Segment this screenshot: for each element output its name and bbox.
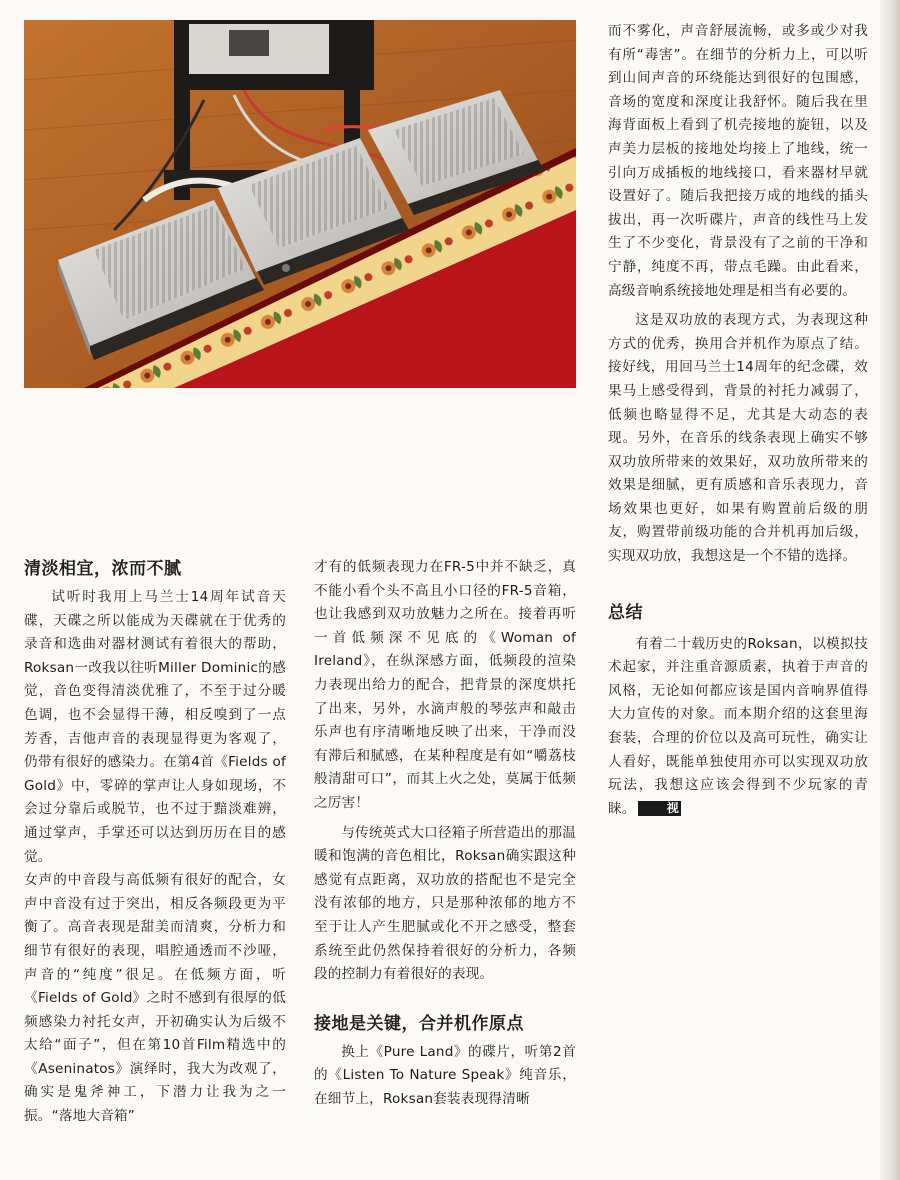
end-mark-logo: 视 <box>638 801 681 816</box>
paragraph: 试听时我用上马兰士14周年试音天碟，天碟之所以能成为天碟就在于优秀的录音和选曲对器材测试有着很大的帮助，Roksan一改我以往听Miller Dominic的感觉，音色变得清淡优雅了，不至于过分暖色调，也不会显得干薄，相反嗅到了一点芳香，吉他声音的表现显得更为客观了，仍带有很好的感染力。在第4首《Fields of Gold》中，零碎的掌声让人身如现场，不会过分靠后或脱节，也不过于黯淡难辨，通过掌声，手掌还可以达到历历在目的感觉。 <box>24 589 286 865</box>
paragraph: 这是双功放的表现方式，为表现这种方式的优秀，换用合并机作为原点了结。接好线，用回马兰士14周年的纪念碟，效果马上感受得到，背景的衬托力减弱了，低频也略显得不足，尤其是大动态的表现。另外，在音乐的线条表现上确实不够双功放所带来的效果好，双功放所带来的效果是细腻，更有质感和音乐表现力，音场效果也更好，如果有购置前后级的朋友，购置带前级功能的合并机再加后级，实现双功放，我想这是一个不错的选择。 <box>608 312 868 565</box>
article-column-2 <box>314 556 576 1111</box>
final-paragraph-text: 有着二十载历史的Roksan，以模拟技术起家，并注重音源质素，执着于声音的风格，无论如何都应该是国内音响界值得大力宣传的对象。而本期介绍的这套里海套装，合理的价位以及高可玩性，确实让人看好，既能单独使用亦可以实现双功放玩法，我想这应该会得到不少玩家的青睐。 <box>608 635 868 817</box>
section-heading-1: 清淡相宜，浓而不腻 <box>24 559 182 579</box>
equipment-photo <box>24 20 576 388</box>
article-column-3 <box>608 20 868 821</box>
photo-illustration <box>24 20 576 388</box>
paragraph: 而不雾化，声音舒展流畅，或多或少对我有所“毒害”。在细节的分析力上，可以听到山间声音的环绕能达到很好的包围感，音场的宽度和深度让我舒怀。随后我在里海背面板上看到了机壳接地的旋钮，以及声美力层板的接地处均接上了地线，统一引向万成插板的地线接口，看来器材早就设置好了。随后我把接万成的地线的插头拔出，再一次听碟片，声音的线性马上发生了不少变化，背景没有了之前的干净和宁静，纯度不再，带点毛躁。由此看来，高级音响系统接地处理是相当有必要的。 <box>608 23 868 299</box>
page-fold-edge <box>880 0 900 1180</box>
section-heading-2: 接地是关键，合并机作原点 <box>314 1013 524 1034</box>
paragraph-final <box>608 633 868 822</box>
paragraph: 女声的中音段与高低频有很好的配合，女声中音没有过于突出，相反各频段更为平衡了。高音表现是甜美而清爽，分析力和细节有很好的表现，唱腔通透而不沙哑，声音的“纯度”很足。在低频方面，听《Fields of Gold》之时不感到有很厚的低频感染力衬托女声，开初确实认为后级不太给“面子”，但在第10首Film精选中的《Aseninatos》演绎时，我大为改观了，确实是鬼斧神工，下潜力让我为之一振。“落地大音箱” <box>24 872 286 1125</box>
paragraph: 与传统英式大口径箱子所营造出的那温暖和饱满的音色相比，Roksan确实跟这种感觉有点距离，双功放的搭配也不是完全没有浓郁的地方，只是那种浓郁的地方不至于让人产生肥腻或化不开之感受，整套系统至此仍然保持着很好的分析力，各频段的控制力有着很好的表现。 <box>314 824 576 983</box>
section-heading-summary: 总结 <box>608 602 643 623</box>
paragraph: 换上《Pure Land》的碟片，听第2首的《Listen To Nature Speak》纯音乐，在细节上，Roksan套装表现得清晰 <box>314 1043 576 1107</box>
article-column-1 <box>24 556 286 1129</box>
paragraph: 才有的低频表现力在FR-5中并不缺乏，真不能小看个头不高且小口径的FR-5音箱，也让我感到双功放魅力之所在。接着再听一首低频深不见底的《Woman of Ireland》，在纵深感方面，低频段的渲染力表现出给力的配合，把背景的深度烘托了出来，另外，水滴声般的琴弦声和敲击乐声也有序清晰地反映了出来，干净而没有滞后和腻感，在某种程度是有如“嚼荔枝般清甜可口”，而其上火之处，莫属于低频之厉害！ <box>314 559 576 811</box>
